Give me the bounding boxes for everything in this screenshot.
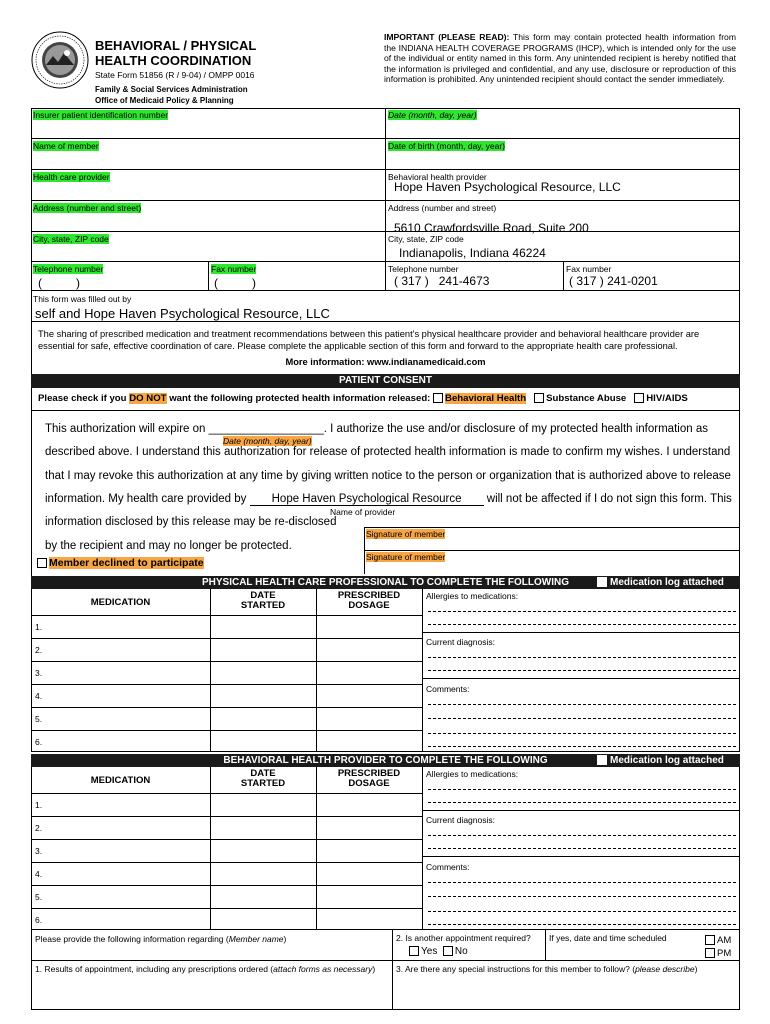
member-name-field[interactable] bbox=[33, 151, 383, 167]
physical-band: PHYSICAL HEALTH CARE PROFESSIONAL TO COMPLETE THE FOLLOWING Medication log attached bbox=[31, 576, 740, 589]
member-declined: Member declined to participate bbox=[37, 557, 204, 569]
city-right-label: City, state, ZIP code bbox=[388, 234, 464, 244]
pm-checkbox[interactable] bbox=[705, 948, 715, 958]
physical-med-log-checkbox[interactable] bbox=[597, 577, 607, 587]
city-left-field[interactable] bbox=[33, 244, 383, 260]
behavioral-med-log-checkbox[interactable] bbox=[597, 755, 607, 765]
physical-diagnosis-label: Current diagnosis: bbox=[426, 637, 495, 647]
hc-provider-field[interactable] bbox=[33, 182, 383, 198]
substance-abuse-label: Substance Abuse bbox=[546, 393, 627, 404]
physical-row-1: 1. bbox=[35, 622, 43, 632]
member-name-label: Name of member bbox=[33, 141, 99, 151]
hiv-aids-label: HIV/AIDS bbox=[646, 393, 688, 404]
bh-provider-field[interactable]: Hope Haven Psychological Resource, LLC bbox=[394, 180, 621, 194]
agency-name: Family & Social Services Administration Office of Medicaid Policy & Planning bbox=[95, 85, 248, 105]
address-left-label: Address (number and street) bbox=[33, 203, 142, 213]
consent-para-line5: information disclosed by this release may be re-disclosed bbox=[45, 516, 337, 528]
behavioral-health-label: Behavioral Health bbox=[445, 393, 527, 404]
tel-left-label: Telephone number bbox=[33, 264, 104, 274]
address-right-field[interactable]: 5610 Crawfordsville Road, Suite 200 bbox=[394, 221, 589, 235]
address-right-label: Address (number and street) bbox=[388, 203, 497, 213]
physical-col-date: DATE STARTED bbox=[240, 590, 286, 611]
consent-check-line: Please check if you DO NOT want the following protected health information released: Behavioral Health Substance Abuse HIV/AIDS bbox=[38, 393, 688, 404]
q2-label: 2. Is another appointment required? bbox=[396, 933, 531, 943]
do-not-emphasis: DO NOT bbox=[129, 393, 167, 404]
insurer-id-label: Insurer patient identification number bbox=[33, 110, 169, 120]
patient-consent-band: PATIENT CONSENT bbox=[31, 374, 740, 388]
behavioral-row-5: 5. bbox=[35, 892, 43, 902]
behavioral-row-3: 3. bbox=[35, 846, 43, 856]
form-title: BEHAVIORAL / PHYSICAL HEALTH COORDINATION bbox=[95, 38, 257, 68]
consent-para-line4: information. My health care provided by Hope Haven Psychological Resource will not be affected if I do not sign this form. This bbox=[45, 493, 732, 505]
consent-para-line6: by the recipient and may no longer be protected. bbox=[45, 540, 292, 552]
behavioral-row-4: 4. bbox=[35, 869, 43, 879]
member-declined-checkbox[interactable] bbox=[37, 558, 47, 568]
provider-name-caption: Name of provider bbox=[330, 507, 396, 517]
more-info: More information: www.indianamedicaid.com bbox=[285, 357, 486, 367]
physical-allergies-label: Allergies to medications: bbox=[426, 591, 519, 601]
yes-checkbox[interactable] bbox=[409, 946, 419, 956]
physical-row-2: 2. bbox=[35, 645, 43, 655]
filled-by-field[interactable]: self and Hope Haven Psychological Resource, LLC bbox=[35, 306, 330, 321]
fax-right-field[interactable]: ( 317 ) 241-0201 bbox=[569, 274, 658, 288]
if-yes-label: If yes, date and time scheduled bbox=[549, 933, 667, 943]
behavioral-col-date: DATE STARTED bbox=[240, 768, 286, 789]
behavioral-row-1: 1. bbox=[35, 800, 43, 810]
fax-right-label: Fax number bbox=[566, 264, 612, 274]
behavioral-col-medication: MEDICATION bbox=[90, 775, 151, 786]
physical-med-log: Medication log attached bbox=[597, 576, 724, 589]
consent-para-line2: described above. I understand this authorization for release of protected health information is made to confirm my wishes. I understand bbox=[45, 446, 731, 458]
q1-label: 1. Results of appointment, including any prescriptions ordered (attach forms as necessary) bbox=[35, 964, 376, 974]
filled-by-label: This form was filled out by bbox=[33, 294, 132, 304]
tel-right-field[interactable]: ( 317 ) 241-4673 bbox=[394, 274, 490, 288]
physical-col-dosage: PRESCRIBED DOSAGE bbox=[337, 590, 401, 611]
provide-info-label: Please provide the following information regarding (Member name) bbox=[35, 934, 287, 944]
date-label: Date (month, day, year) bbox=[388, 110, 477, 120]
am-option: AM bbox=[705, 935, 731, 946]
behavioral-band: BEHAVIORAL HEALTH PROVIDER TO COMPLETE THE FOLLOWING Medication log attached bbox=[31, 754, 740, 767]
consent-para-line3: that I may revoke this authorization at any time by giving written notice to the person or organization that is authorized above to release bbox=[45, 470, 731, 482]
insurer-id-field[interactable] bbox=[33, 120, 383, 136]
q2-options: Yes No bbox=[409, 946, 468, 957]
physical-row-3: 3. bbox=[35, 668, 43, 678]
physical-row-5: 5. bbox=[35, 714, 43, 724]
expire-date-field[interactable]: __________________ bbox=[208, 423, 324, 435]
pm-option: PM bbox=[705, 948, 731, 959]
address-left-field[interactable] bbox=[33, 213, 383, 229]
q3-label: 3. Are there any special instructions for this member to follow? (please describe) bbox=[396, 964, 698, 974]
behavioral-med-log: Medication log attached bbox=[597, 754, 724, 767]
no-checkbox[interactable] bbox=[443, 946, 453, 956]
bh-provider-label: Behavioral health provider bbox=[388, 172, 487, 182]
substance-abuse-checkbox[interactable] bbox=[534, 393, 544, 403]
behavioral-health-checkbox[interactable] bbox=[433, 393, 443, 403]
tel-left-field[interactable]: ( ) bbox=[38, 276, 80, 290]
city-right-field[interactable]: Indianapolis, Indiana 46224 bbox=[399, 246, 546, 260]
fax-left-field[interactable]: ( ) bbox=[214, 276, 256, 290]
dob-field[interactable] bbox=[388, 151, 736, 167]
behavioral-row-2: 2. bbox=[35, 823, 43, 833]
physical-row-4: 4. bbox=[35, 691, 43, 701]
state-seal bbox=[31, 31, 89, 89]
physical-col-medication: MEDICATION bbox=[90, 597, 151, 608]
am-checkbox[interactable] bbox=[705, 935, 715, 945]
tel-right-label: Telephone number bbox=[388, 264, 459, 274]
consent-para-line1: This authorization will expire on __________________. I authorize the use and/or disclosure of my protected health information as bbox=[45, 423, 708, 435]
expire-date-caption: Date (month, day, year) bbox=[223, 436, 312, 446]
behavioral-comments-label: Comments: bbox=[426, 862, 470, 872]
behavioral-row-6: 6. bbox=[35, 915, 43, 925]
important-notice: IMPORTANT (PLEASE READ): This form may contain protected health information from the INDIANA HEALTH COVERAGE PROGRAMS (IHCP), which is intended only for the use of the individual or entity named in this form. Any unintended recipient is hereby notified that the information is privileged and confidential, and any use, disclosure or reproduction of this information is prohibited. Any unintended recipient should contact the sender immediately. bbox=[384, 32, 736, 85]
signature-label-1: Signature of member bbox=[366, 529, 446, 539]
dob-label: Date of birth (month, day, year) bbox=[388, 141, 506, 151]
provider-name-field[interactable]: Hope Haven Psychological Resource bbox=[250, 493, 484, 506]
physical-comments-label: Comments: bbox=[426, 684, 470, 694]
behavioral-col-dosage: PRESCRIBED DOSAGE bbox=[337, 768, 401, 789]
date-field[interactable] bbox=[388, 120, 736, 136]
signature-label-2: Signature of member bbox=[366, 552, 446, 562]
behavioral-diagnosis-label: Current diagnosis: bbox=[426, 815, 495, 825]
fax-left-label: Fax number bbox=[211, 264, 257, 274]
behavioral-allergies-label: Allergies to medications: bbox=[426, 769, 519, 779]
city-left-label: City, state, ZIP code bbox=[33, 234, 109, 244]
hc-provider-label: Health care provider bbox=[33, 172, 110, 182]
state-form-number: State Form 51856 (R / 9-04) / OMPP 0016 bbox=[95, 70, 255, 80]
hiv-aids-checkbox[interactable] bbox=[634, 393, 644, 403]
sharing-text: The sharing of prescribed medication and treatment recommendations between this patient's physical healthcare provider and behavioral healthcare provider are essential for safe, effective coordination of care. Please complete the applicable section of this form and forward to the appropriate health care professional. bbox=[38, 329, 700, 351]
physical-row-6: 6. bbox=[35, 737, 43, 747]
